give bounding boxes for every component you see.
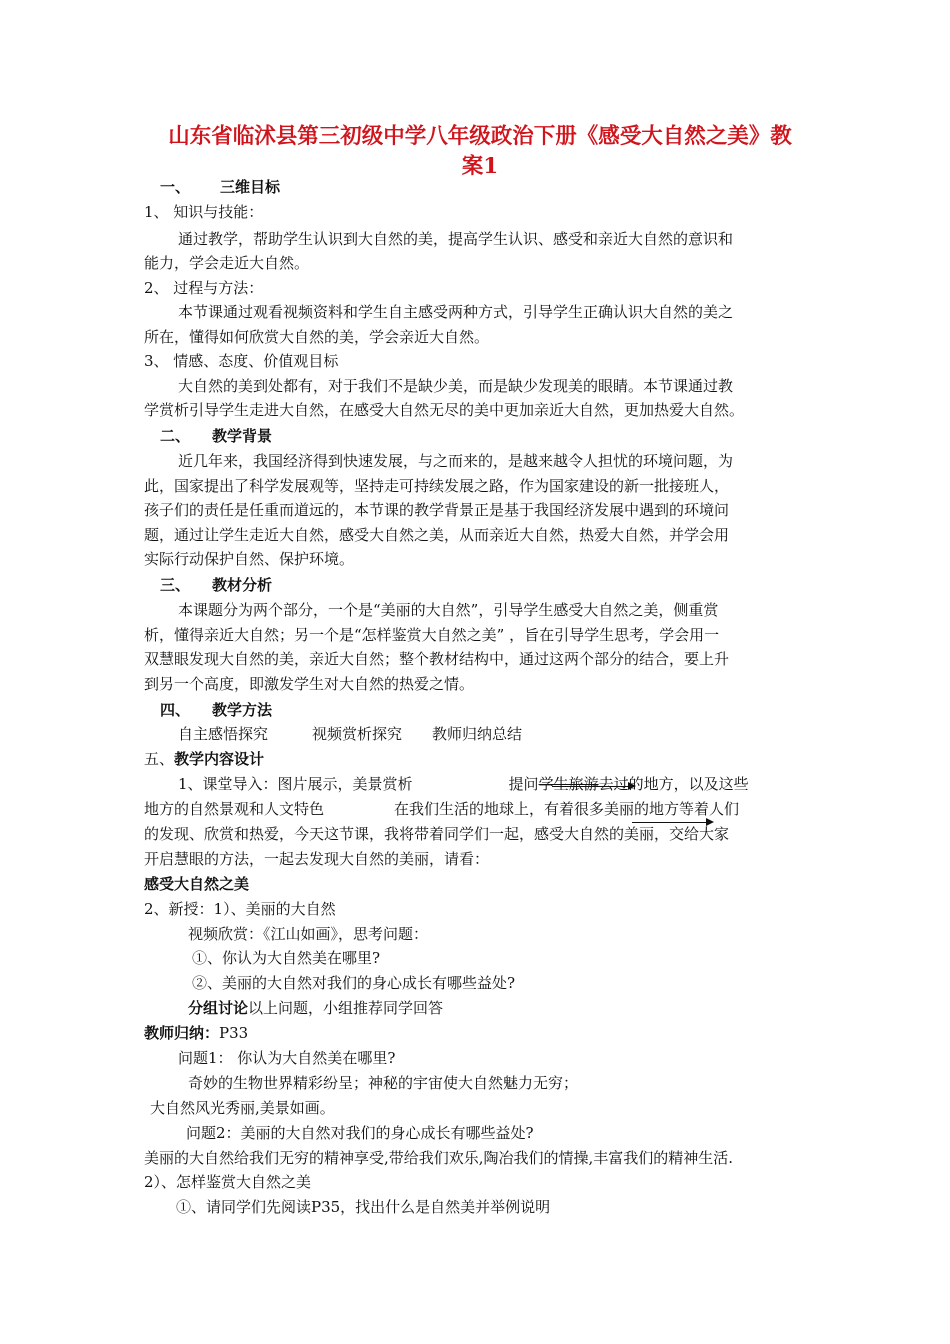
intro-text: 去过的地方，以及这些 (598, 775, 749, 793)
paragraph-line: 学赏析引导学生走进大自然，在感受大自然无尽的美中更加亲近大自然，更加热爱大自然。 (144, 401, 745, 419)
teacher-summary-label: 教师归纳： (144, 1024, 220, 1042)
section-4-title: 教学方法 (212, 701, 273, 719)
intro-line-2 (144, 799, 739, 819)
section-1-title: 三维目标 (220, 178, 281, 196)
intro-text: 在我们生活的地球上，有着很多美丽的地方等着人们 (394, 800, 740, 818)
lesson-title: 感受大自然之美 (144, 875, 250, 893)
question-1: ①、你认为大自然美在哪里? (192, 949, 381, 967)
paragraph-line: 近几年来，我国经济得到快速发展，与之而来的，是越来越令人担忧的环境问题，为 (178, 452, 734, 470)
paragraph-line: 本节课通过观看视频资料和学生自主感受两种方式，引导学生正确认识大自然的美之 (178, 303, 734, 321)
title-line-1: 山东省临沭县第三初级中学八年级政治下册《感受大自然之美》教 (168, 124, 792, 149)
paragraph-line: 所在，懂得如何欣赏大自然的美，学会亲近大自然。 (144, 328, 490, 346)
paragraph-line: 本课题分为两个部分，一个是“美丽的大自然”，引导学生感受大自然之美，侧重赏 (178, 601, 719, 619)
section-2-number: 二、 (160, 427, 191, 445)
question-2: ②、美丽的大自然对我们的身心成长有哪些益处? (192, 974, 516, 992)
struck-text: 学生旅游 (538, 775, 599, 793)
methods-line (178, 724, 522, 744)
title-line-2: 案1 (461, 154, 499, 179)
method-item: 教师归纳总结 (432, 725, 523, 743)
section-3-title: 教材分析 (212, 576, 273, 594)
group-discussion-text: 以上问题，小组推荐同学回答 (248, 999, 444, 1017)
section-2-title: 教学背景 (212, 427, 273, 445)
paragraph-line: 能力，学会走近大自然。 (144, 254, 310, 272)
intro-text: 地方的自然景观和人文特色 (144, 800, 325, 818)
intro-line-1 (178, 774, 749, 794)
paragraph-line: 题，通过让学生走近大自然，感受大自然之美，从而亲近大自然，热爱大自然，并学会用 (144, 526, 730, 544)
method-item: 自主感悟探究 (178, 725, 269, 743)
paragraph-line: 实际行动保护自然、保护环境。 (144, 550, 355, 568)
teacher-summary (144, 1023, 248, 1043)
section-5-heading (144, 749, 264, 769)
section-4-heading (160, 700, 272, 720)
paragraph-line: 开启慧眼的方法，一起去发现大自然的美丽，请看： (144, 850, 490, 868)
section-3-heading (160, 575, 272, 595)
paragraph-line: 双慧眼发现大自然的美，亲近大自然；整个教材结构中，通过这两个部分的结合，要上升 (144, 650, 730, 668)
answer-2-text: 美丽的大自然给我们无穷的精神享受,带给我们欢乐,陶冶我们的情操,丰富我们的精神生活. (144, 1149, 734, 1167)
video-prompt: 视频欣赏：《江山如画》，思考问题： (188, 925, 429, 943)
section-5-title: 教学内容设计 (174, 750, 265, 768)
section-1-heading (160, 177, 280, 197)
paragraph-line: 的发现、欣赏和热爱，今天这节课，我将带着同学们一起，感受大自然的美丽，交给大家 (144, 825, 730, 843)
document-title (140, 122, 820, 182)
arrow-icon (632, 822, 712, 823)
answer-1-line: 奇妙的生物世界精彩纷呈；神秘的宇宙使大自然魅力无穷； (188, 1074, 579, 1092)
subheading-emotion: 3、 情感、态度、价值观目标 (144, 352, 339, 370)
group-discussion-label: 分组讨论 (188, 999, 249, 1017)
answer-1-question: 问题1： 你认为大自然美在哪里? (178, 1049, 396, 1067)
reading-task: ①、请同学们先阅读P35，找出什么是自然美并举例说明 (176, 1198, 551, 1216)
subheading-knowledge: 1、 知识与技能： (144, 203, 264, 221)
intro-text: 提问 (508, 775, 539, 793)
answer-1-line: 大自然风光秀丽,美景如画。 (150, 1099, 335, 1117)
subheading-process: 2、 过程与方法： (144, 279, 264, 297)
paragraph-line: 此，国家提出了科学发展观等，坚持走可持续发展之路，作为国家建设的新一批接班人， (144, 477, 730, 495)
paragraph-line: 到另一个高度，即激发学生对大自然的热爱之情。 (144, 675, 475, 693)
section-4-number: 四、 (160, 701, 191, 719)
arrow-icon (552, 786, 634, 787)
group-discussion (188, 998, 443, 1018)
new-lesson-part-2: 2）、怎样鉴赏大自然之美 (144, 1173, 312, 1191)
section-1-number: 一、 (160, 178, 191, 196)
section-3-number: 三、 (160, 576, 191, 594)
answer-2-question: 问题2：美丽的大自然对我们的身心成长有哪些益处? (186, 1124, 534, 1142)
paragraph-line: 析，懂得亲近大自然；另一个是“怎样鉴赏大自然之美” ，旨在引导学生思考，学会用一 (144, 626, 720, 644)
paragraph-line: 大自然的美到处都有，对于我们不是缺少美，而是缺少发现美的眼睛。本节课通过教 (178, 377, 734, 395)
new-lesson-part-1: 2、新授：1）、美丽的大自然 (144, 900, 336, 918)
teacher-summary-page: P33 (219, 1024, 249, 1042)
intro-text: 1、课堂导入：图片展示，美景赏析 (178, 775, 413, 793)
method-item: 视频赏析探究 (312, 725, 403, 743)
paragraph-line: 孩子们的责任是任重而道远的，本节课的教学背景正是基于我国经济发展中遇到的环境问 (144, 501, 730, 519)
section-5-number: 五、 (144, 750, 175, 768)
paragraph-line: 通过教学，帮助学生认识到大自然的美，提高学生认识、感受和亲近大自然的意识和 (178, 230, 734, 248)
section-2-heading (160, 426, 272, 446)
